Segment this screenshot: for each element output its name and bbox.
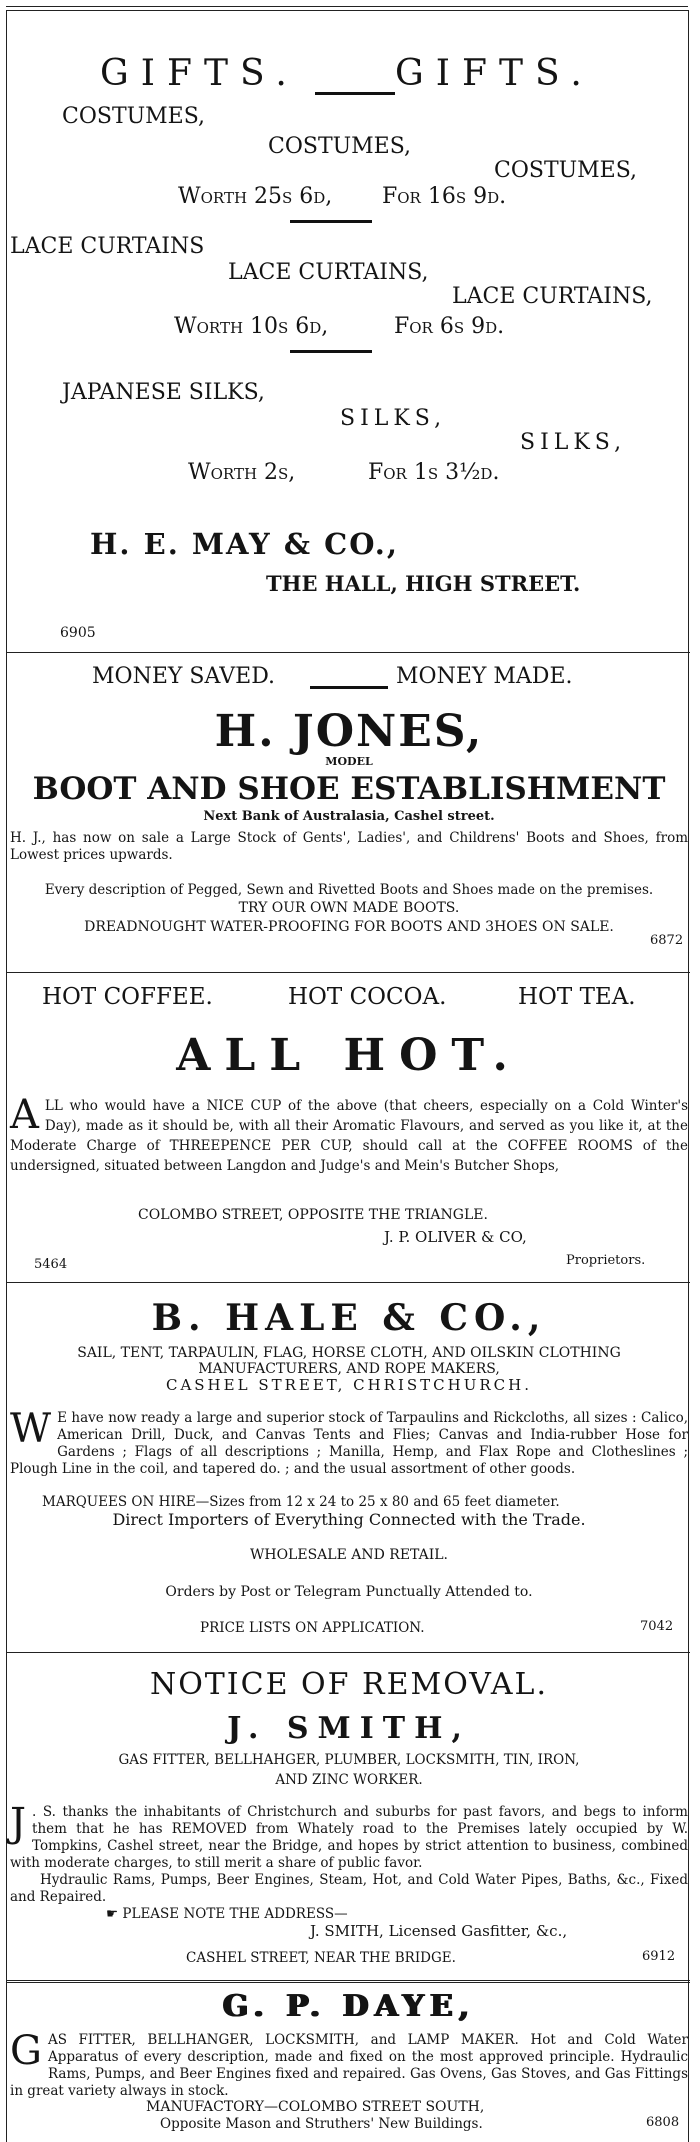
divider-2: [290, 350, 372, 353]
hot-cocoa: HOT COCOA.: [288, 984, 447, 1010]
oliver-dropcap: A: [10, 1092, 39, 1138]
oliver-ref: 5464: [34, 1257, 68, 1272]
hot-tea: HOT TEA.: [518, 984, 636, 1010]
gifts-heading-left: GIFTS.: [100, 53, 299, 94]
smith-dropcap: J: [10, 1800, 27, 1846]
hale-body: W E have now ready a large and superior stock of Tarpaulins and Rickcloths, all sizes : Calico, American Drill, Duck, and Canvas Tents and Flies; Canvas and India-rubber Hose for Gardens ; Flags of all descriptions ; Manilla, Hemp, and Flax Rope and Clotheslines ; Plough Line in the coil, and tapered do. ; and the usual assortment of other goods.: [10, 1406, 688, 1477]
smith-signature: J. SMITH, Licensed Gasfitter, &c.,: [310, 1922, 568, 1940]
costumes-line-1: COSTUMES,: [62, 104, 206, 129]
costumes-line-3: COSTUMES,: [494, 158, 638, 183]
daye-name: G. P. DAYE,: [222, 1989, 476, 2024]
silks-line-2: SILKS,: [340, 406, 447, 431]
hale-price-lists: PRICE LISTS ON APPLICATION.: [200, 1620, 425, 1636]
hale-importers: Direct Importers of Everything Connected with the Trade.: [112, 1510, 586, 1529]
hale-wholesale: WHOLESALE AND RETAIL.: [249, 1547, 449, 1563]
oliver-firm: J. P. OLIVER & CO,: [384, 1228, 527, 1246]
costumes-worth: Worth 25s 6d,: [178, 184, 333, 209]
daye-advert: [10, 1984, 688, 2142]
curtains-line-3: LACE CURTAINS,: [452, 284, 653, 309]
pointing-hand-icon: ☛: [106, 1906, 123, 1922]
jones-location: Next Bank of Australasia, Cashel street.: [203, 809, 495, 824]
hale-ref: 7042: [640, 1619, 674, 1634]
all-hot-heading: ALL HOT.: [176, 1030, 522, 1081]
smith-advert: [10, 1652, 688, 1977]
silks-worth: Worth 2s,: [188, 460, 296, 485]
curtains-line-2: LACE CURTAINS,: [228, 260, 429, 285]
curtains-worth: Worth 10s 6d,: [174, 314, 329, 339]
jones-line-2: Every description of Pegged, Sewn and Rivetted Boots and Shoes made on the premises.: [44, 882, 654, 898]
jones-ref: 6872: [650, 933, 684, 948]
hale-trades-2: MANUFACTURERS, AND ROPE MAKERS,: [198, 1361, 500, 1377]
oliver-advert: [10, 972, 688, 1276]
may-firm-name: H. E. MAY & CO.,: [90, 527, 399, 561]
jones-line-1: H. J., has now on sale a Large Stock of Gents', Ladies', and Childrens' Boots and Shoes, from Lowest prices upwards.: [10, 830, 688, 863]
curtains-line-1: LACE CURTAINS: [10, 234, 205, 259]
jones-line-4: DREADNOUGHT WATER-PROOFING FOR BOOTS AND 3HOES ON SALE.: [84, 919, 614, 935]
right-border: [688, 10, 689, 2142]
oliver-body: ALL who would have a NICE CUP of the above (that cheers, especially on a Cold Winter's Day), made as it should be, with all their Aromatic Flavours, and served as you like it, at the Moderate Charge of THREEPENCE PER CUP, should call at the COFFEE ROOMS of the undersigned, situated between Langdon and Judge's and Mein's Butcher Shops,: [10, 1092, 688, 1174]
oliver-proprietors: Proprietors.: [566, 1253, 646, 1268]
curtains-for: For 6s 9d.: [394, 314, 505, 339]
costumes-line-2: COSTUMES,: [268, 134, 412, 159]
hale-street: CASHEL STREET, CHRISTCHURCH.: [165, 1376, 533, 1394]
jones-model: MODEL: [325, 755, 373, 768]
gifts-advert: [10, 0, 688, 648]
smith-name: J. SMITH,: [227, 1711, 471, 1746]
separator-5: [6, 1980, 690, 1983]
smith-note: ☛ PLEASE NOTE THE ADDRESS—: [106, 1906, 348, 1922]
may-ref: 6905: [60, 625, 96, 641]
jones-advert: [10, 652, 688, 972]
daye-body: GAS FITTER, BELLHANGER, LOCKSMITH, and LAMP MAKER. Hot and Cold Water Apparatus of every description, made and fixed on the most approved principle. Hydraulic Rams, Pumps, and Beer Engines fixed and repaired. Gas Ovens, Gas Stoves, and Gas Fittings in great variety always in stock.: [10, 2028, 688, 2099]
jones-name: H. JONES,: [214, 706, 484, 757]
silks-line-1: JAPANESE SILKS,: [62, 380, 265, 405]
hale-marquees: MARQUEES ON HIRE—Sizes from 12 x 24 to 25 x 80 and 65 feet diameter.: [42, 1494, 560, 1510]
heading-underline: [315, 92, 395, 95]
silks-for: For 1s 3½d.: [368, 460, 500, 485]
daye-dropcap: G: [10, 2028, 42, 2074]
may-address: THE HALL, HIGH STREET.: [266, 571, 581, 596]
hale-name: B. HALE & CO.,: [151, 1297, 547, 1339]
hot-coffee: HOT COFFEE.: [42, 984, 213, 1010]
money-made: MONEY MADE.: [396, 664, 573, 689]
smith-trades-2: AND ZINC WORKER.: [275, 1772, 423, 1788]
money-underline: [310, 686, 388, 689]
money-saved: MONEY SAVED.: [92, 664, 276, 689]
hale-trades-1: SAIL, TENT, TARPAULIN, FLAG, HORSE CLOTH, AND OILSKIN CLOTHING: [77, 1345, 621, 1361]
smith-body-2: Hydraulic Rams, Pumps, Beer Engines, Steam, Hot, and Cold Water Pipes, Baths, &c., Fixed and Repaired.: [10, 1872, 688, 1905]
jones-line-3: TRY OUR OWN MADE BOOTS.: [238, 900, 460, 916]
divider-1: [290, 220, 372, 223]
left-border: [6, 10, 7, 2142]
smith-body: J . S. thanks the inhabitants of Christchurch and suburbs for past favors, and begs to inform them that he has REMOVED from Whately road to the Premises lately occupied by W. Tompkins, Cashel street, near the Bridge, and hopes by strict attention to business, combined with moderate charges, to still merit a share of public favor.: [10, 1800, 688, 1871]
daye-opposite: Opposite Mason and Struthers' New Buildings.: [160, 2116, 483, 2132]
oliver-address: COLOMBO STREET, OPPOSITE THE TRIANGLE.: [138, 1207, 488, 1223]
daye-factory: MANUFACTORY—COLOMBO STREET SOUTH,: [146, 2099, 485, 2115]
costumes-for: For 16s 9d.: [382, 184, 507, 209]
gifts-heading-right: GIFTS.: [395, 53, 594, 94]
hale-advert: [10, 1282, 688, 1652]
hale-orders: Orders by Post or Telegram Punctually Attended to.: [165, 1584, 533, 1600]
daye-ref: 6808: [646, 2115, 680, 2130]
smith-address: CASHEL STREET, NEAR THE BRIDGE.: [186, 1950, 456, 1966]
smith-trades-1: GAS FITTER, BELLHAHGER, PLUMBER, LOCKSMITH, TIN, IRON,: [118, 1752, 580, 1768]
hale-dropcap: W: [10, 1406, 52, 1452]
smith-notice: NOTICE OF REMOVAL.: [149, 1667, 549, 1702]
jones-establishment: BOOT AND SHOE ESTABLISHMENT: [32, 771, 666, 807]
silks-line-3: SILKS,: [520, 430, 627, 455]
smith-ref: 6912: [642, 1949, 676, 1964]
